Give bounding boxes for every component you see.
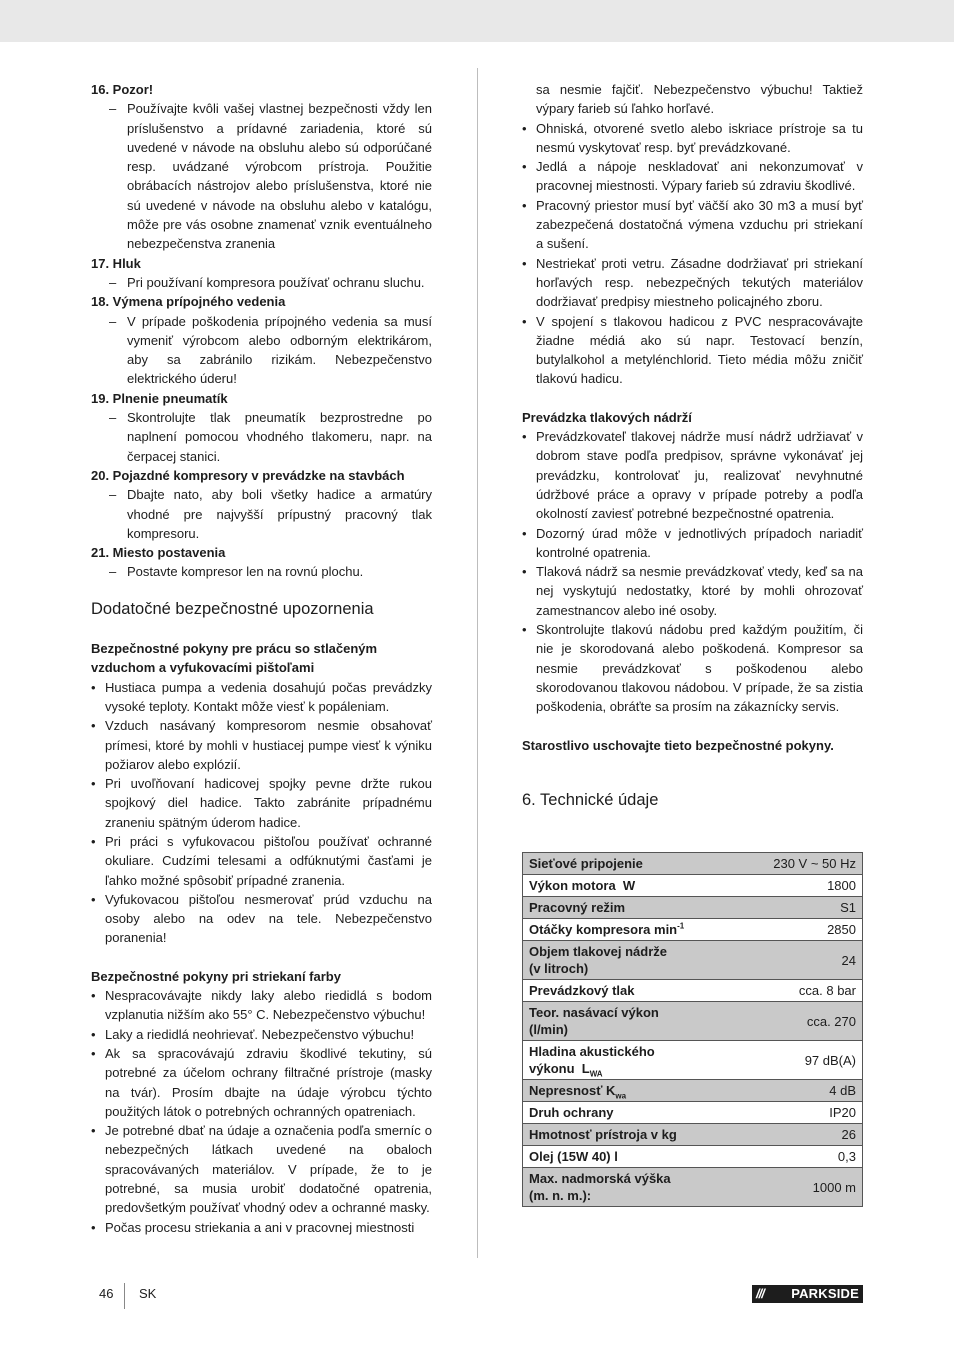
section-17-title: 17. Hluk	[91, 255, 141, 271]
right-column	[522, 80, 863, 810]
technical-data-table	[522, 852, 863, 1207]
spec-label: Objem tlakovej nádrže (v litroch)	[523, 941, 766, 980]
table-row	[523, 919, 863, 941]
paint-safety-title: Bezpečnostné pokyny pri striekaní farby	[91, 968, 341, 984]
list-item: • Hustiaca pumpa a vedenia dosahujú počas prevádzky vysoké teploty. Kontakt môže viesť k popáleniam.	[91, 678, 432, 717]
spec-label: Teor. nasávací výkon (l/min)	[523, 1002, 766, 1041]
spec-value: IP20	[765, 1102, 863, 1124]
table-row	[523, 1146, 863, 1168]
spec-label: Nepresnosť $K_{wa}$	[523, 1080, 766, 1102]
list-item: • Tlaková nádrž sa nesmie prevádzkovať vtedy, keď sa na nej vyskytujú nedostatky, ktoré by mohli ohrozovať zamestnancov alebo iné osoby.	[522, 562, 863, 620]
spec-value: 1000 m	[765, 1168, 863, 1207]
spec-value: 1800	[765, 875, 863, 897]
list-item: • Počas procesu striekania a ani v pracovnej miestnosti	[91, 1218, 432, 1237]
air-safety-title: Bezpečnostné pokyny pre prácu so stlačeným vzduchom a vyfukovacími pištoľami	[91, 641, 378, 676]
additional-safety-heading: Dodatočné bezpečnostné upozornenia	[91, 599, 374, 618]
list-item: • Vyfukovacou pištoľou nesmerovať prúd vzduchu na osoby alebo na odev na tele. Nebezpečenstvo poranenia!	[91, 890, 432, 948]
spec-value: 0,3	[765, 1146, 863, 1168]
table-row	[523, 897, 863, 919]
table-row	[523, 853, 863, 875]
table-row	[523, 1002, 863, 1041]
table-row	[523, 980, 863, 1002]
section-21-title: 21. Miesto postavenia	[91, 545, 226, 561]
table-row	[523, 1168, 863, 1207]
pressure-vessel-title: Prevádzka tlakových nádrží	[522, 409, 692, 425]
list-item: • Ak sa spracovávajú zdraviu škodlivé tekutiny, sú potrebné za účelom ochrany filtračné prístroje (masky na tvár). Prosím dbajte na údaje výrobcu týchto použitých látok o potrebných ochranných opatreniach.	[91, 1044, 432, 1121]
footer-divider	[124, 1283, 125, 1309]
logo-slashes: ///	[756, 1286, 764, 1301]
list-item: • Nestriekať proti vetru. Zásadne dodržiavať pri striekaní horľavých resp. nebezpečných tekutých materiálov dodržiavať predpisy miestneho policajného zboru.	[522, 254, 863, 312]
list-item: • V spojení s tlakovou hadicou z PVC nespracovávajte žiadne médiá ako sú napr. Testovací benzín, butylalkohol a metylénchlorid. Tieto média môžu zničiť tlakovú hadicu.	[522, 312, 863, 389]
spec-value: S1	[765, 897, 863, 919]
list-item: • Pri uvoľňovaní hadicovej spojky pevne držte rukou spojkový diel hadice. Takto zabránite prípadnému zraneniu spätným úderom hadice.	[91, 774, 432, 832]
spec-label: Olej (15W 40) l	[523, 1146, 766, 1168]
list-item: • Pri práci s vyfukovacou pištoľou používať ochranné okuliare. Cudzími telesami a odfúknutými časťami je ľahko možné spôsobiť prípadné zranenia.	[91, 832, 432, 890]
table-row	[523, 1080, 863, 1102]
list-item: • Ohniská, otvorené svetlo alebo iskriace prístroje sa tu nesmú vyskytovať resp. byť prevádzkované.	[522, 119, 863, 158]
left-column	[91, 80, 432, 1237]
spec-value: 4 dB	[765, 1080, 863, 1102]
spec-value: 26	[765, 1124, 863, 1146]
spec-value: 97 dB(A)	[765, 1041, 863, 1080]
table-row	[523, 1102, 863, 1124]
spec-label: Pracovný režim	[523, 897, 766, 919]
keep-instructions-note: Starostlivo uschovajte tieto bezpečnostné pokyny.	[522, 737, 834, 753]
spec-label: Výkon motora W	[523, 875, 766, 897]
list-item: • Pracovný priestor musí byť väčší ako 30 m3 a musí byť zabezpečená dostatočná výmena vzduchu pri striekaní a sušení.	[522, 196, 863, 254]
spec-value: 230 V ~ 50 Hz	[765, 853, 863, 875]
list-item: • Je potrebné dbať na údaje a označenia podľa smerníc o nebezpečných látkach uvedené na obaloch spracovávaných materiálov. V prípade, že to je potrebné, sa musia urobiť dodatočné opatrenia, predovšetkým používať vhodný odev a ochranné masky.	[91, 1121, 432, 1217]
section-17-item: – Pri používaní kompresora používať ochranu sluchu.	[91, 273, 432, 292]
list-item: • Skontrolujte tlakovú nádobu pred každým použitím, či nie je skorodovaná alebo poškodená. Kompresor sa nesmie prevádzkovať s poškodenou alebo skorodovanou tlakovou nádobou. V prípade, že sa zistia poškodenia, obráťte sa prosím na zákaznícky servis.	[522, 620, 863, 716]
table-row	[523, 941, 863, 980]
paint-continued-text: sa nesmie fajčiť. Nebezpečenstvo výbuchu! Taktiež výpary farieb sú ľahko horľavé.	[536, 82, 863, 117]
language-code: SK	[139, 1286, 157, 1301]
technical-data-heading: 6. Technické údaje	[522, 790, 659, 809]
spec-label: Otáčky kompresora $\min^{-1}$	[523, 919, 766, 941]
spec-value: cca. 270	[765, 1002, 863, 1041]
list-item: • Prevádzkovateľ tlakovej nádrže musí nádrž udržiavať v dobrom stave podľa predpisov, správne vykonávať jej prevádzku, kontrolovať ju, realizovať nevyhnutné údržbové práce a opravy v prípade potreby a podľa okolností zaviesť potrebné bezpečnostné opatrenia.	[522, 427, 863, 523]
section-19-item: – Skontrolujte tlak pneumatík bezprostredne po naplnení pomocou vhodného tlakomeru, napr. na čerpacej stanici.	[91, 408, 432, 466]
list-item: • Vzduch nasávaný kompresorom nesmie obsahovať prímesi, ktoré by mohli v hustiacej pumpe viesť k výniku požiarov alebo explózií.	[91, 716, 432, 774]
section-20-item: – Dbajte nato, aby boli všetky hadice a armatúry vhodné pre najvyšší prípustný pracovný tlak kompresoru.	[91, 485, 432, 543]
spec-label: Max. nadmorská výška (m. n. m.):	[523, 1168, 766, 1207]
list-item: • Nespracovávajte nikdy laky alebo riedidlá s bodom vzplanutia nižším ako 55° C. Nebezpečenstvo výbuchu!	[91, 986, 432, 1025]
list-item: • Dozorný úrad môže v jednotlivých prípadoch nariadiť kontrolné opatrenia.	[522, 524, 863, 563]
parkside-logo	[752, 1285, 863, 1303]
spec-label: Hladina akustického výkonu $L_{WA}$	[523, 1041, 766, 1080]
column-divider	[477, 68, 478, 1258]
spec-value: 24	[765, 941, 863, 980]
spec-label: Sieťové pripojenie	[523, 853, 766, 875]
spec-label: Druh ochrany	[523, 1102, 766, 1124]
section-21-item: – Postavte kompresor len na rovnú plochu.	[91, 562, 432, 581]
spec-value: 2850	[765, 919, 863, 941]
section-20-title: 20. Pojazdné kompresory v prevádzke na stavbách	[91, 467, 405, 483]
list-item: • Laky a riedidlá neohrievať. Nebezpečenstvo výbuchu!	[91, 1025, 432, 1044]
section-16-item: – Používajte kvôli vašej vlastnej bezpečnosti vždy len príslušenstvo a prídavné zariadenia, ktoré sú uvedené v návode na obsluhu alebo sú odporúčané resp. uvádzané výrobcom prístroja. Použitie obrábacích nástrojov alebo príslušenstva, ktoré nie sú uvedené v návode na obsluhu alebo v katalógu, môže pre vás osobne znamenať vznik eventuálneho nebezpečenstva zranenia	[91, 99, 432, 253]
section-19-title: 19. Plnenie pneumatík	[91, 390, 228, 406]
table-row	[523, 1041, 863, 1080]
section-18-title: 18. Výmena prípojného vedenia	[91, 294, 286, 310]
table-row	[523, 875, 863, 897]
header-bar	[0, 0, 954, 42]
list-item: • Jedlá a nápoje neskladovať ani nekonzumovať v pracovnej miestnosti. Výpary farieb sú zdraviu škodlivé.	[522, 157, 863, 196]
section-18-item: – V prípade poškodenia prípojného vedenia sa musí vymeniť výrobcom alebo odborným elektrikárom, aby sa zabránilo rizikám. Nebezpečenstvo elektrického úderu!	[91, 312, 432, 389]
section-16-title: 16. Pozor!	[91, 82, 154, 97]
spec-label: Hmotnosť prístroja v kg	[523, 1124, 766, 1146]
table-row	[523, 1124, 863, 1146]
logo-text: PARKSIDE	[791, 1286, 859, 1301]
page-number: 46	[99, 1286, 114, 1301]
spec-value: cca. 8 bar	[765, 980, 863, 1002]
spec-label: Prevádzkový tlak	[523, 980, 766, 1002]
